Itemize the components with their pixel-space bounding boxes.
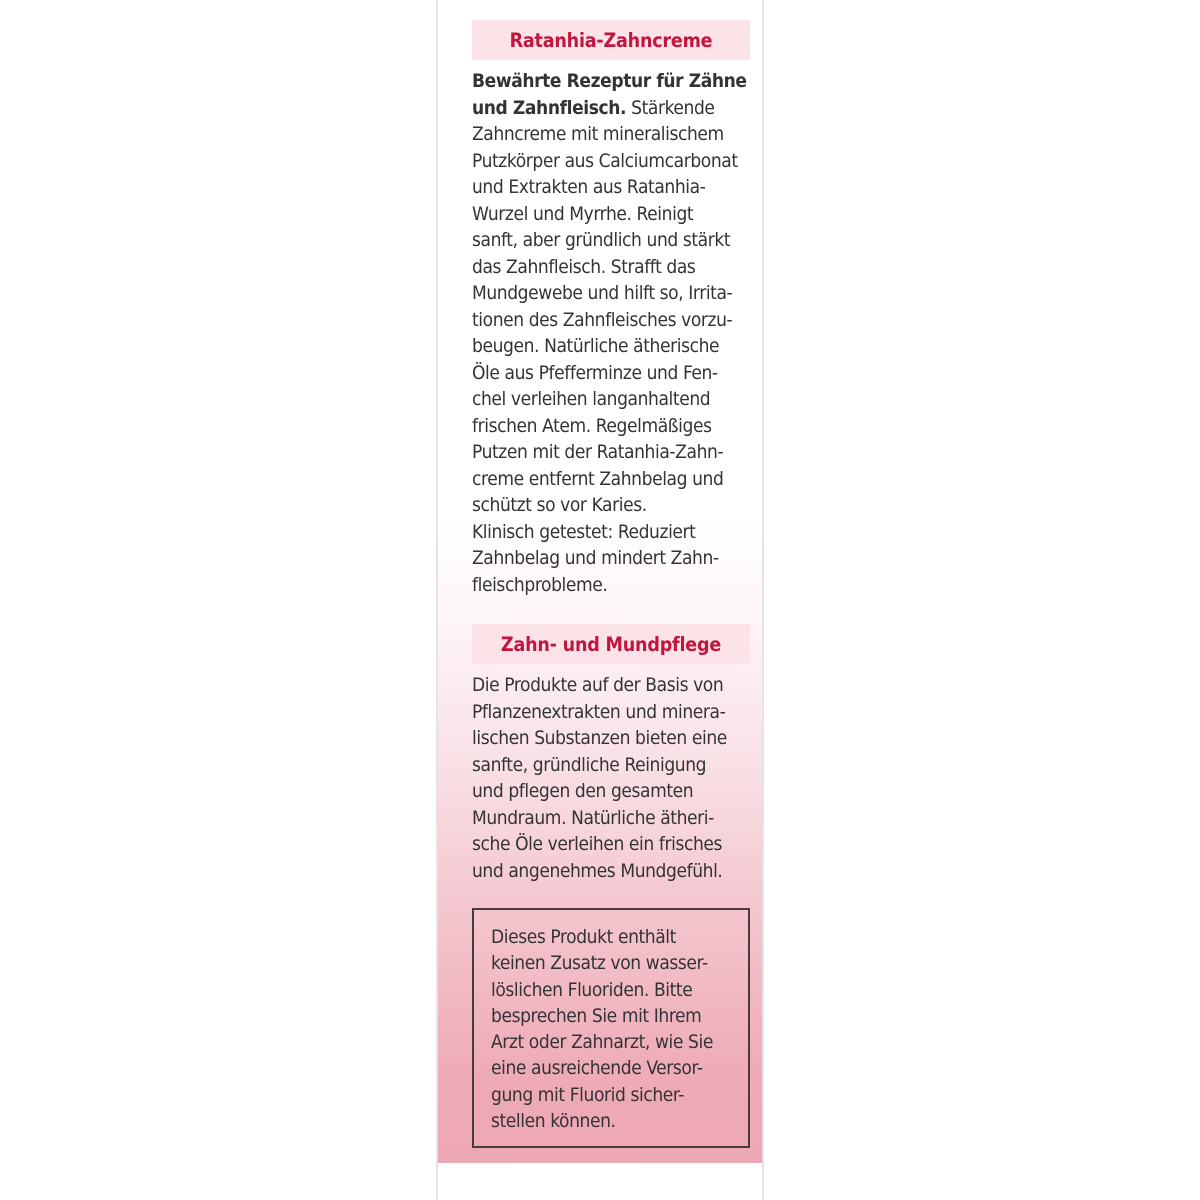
description-line: Bewährte Rezeptur für Zähne [472,70,747,92]
description-line [472,95,756,122]
description-line: Wurzel und Myrrhe. Reinigt [472,202,694,225]
package-bottom-edge [438,1163,762,1200]
notice-line: eine ausreichende Versor- [491,1057,703,1080]
description-line: Klinisch getestet: Reduziert [472,520,696,543]
care-line: Mundraum. Natürliche ätheri- [472,806,714,829]
description-line: Putzkörper aus Calciumcarbonat [472,149,738,172]
care-line: sche Öle verleihen ein frisches [472,833,723,855]
care-line: und angenehmes Mundgefühl. [472,859,723,882]
description-line: frischen Atem. Regelmäßiges [472,414,712,437]
notice-line: stellen können. [491,1110,616,1133]
description-line: tionen des Zahnfleisches vorzu- [472,308,733,331]
description-line: Mundgewebe und hilft so, Irrita- [472,282,733,304]
description-line: sanft, aber gründlich und stärkt [472,229,731,251]
description-line: Öle aus Pfefferminze und Fen- [472,361,718,384]
fluoride-notice-text [491,924,741,1134]
description-line-bold: und Zahnfleisch. [472,96,627,119]
description-line: beugen. Natürliche ätherische [472,335,720,357]
description-line: das Zahnfleisch. Strafft das [472,255,696,278]
description-line: fleischprobleme. [472,573,608,596]
description-line: und Extrakten aus Ratanhia- [472,176,706,198]
care-line: lischen Substanzen bieten eine [472,727,727,749]
notice-line: Arzt oder Zahnarzt, wie Sie [491,1031,713,1054]
section-heading-mundpflege: Zahn- und Mundpflege [472,624,750,664]
description-line: Putzen mit der Ratanhia-Zahn- [472,441,724,463]
description-line: creme entfernt Zahnbelag und [472,467,724,490]
section-heading-ratanhia: Ratanhia-Zahncreme [472,20,750,60]
care-line: und pflegen den gesamten [472,780,694,802]
notice-line: gung mit Fluorid sicher- [491,1083,685,1106]
fluoride-notice-box [472,908,750,1148]
description-line: Zahncreme mit mineralischem [472,123,724,145]
care-line: Pflanzenextrakten und minera- [472,700,726,723]
notice-line: Dieses Produkt enthält [491,926,676,948]
notice-line: löslichen Fluoriden. Bitte [491,978,693,1001]
description-line: Zahnbelag und mindert Zahn- [472,547,719,569]
description-line: chel verleihen langanhaltend [472,388,711,410]
product-description [472,68,756,598]
notice-line: besprechen Sie mit Ihrem [491,1004,702,1027]
package-side-panel [436,0,764,1200]
description-line: schützt so vor Karies. [472,494,647,516]
description-line-tail: Stärkende [626,96,715,119]
care-line: sanfte, gründliche Reinigung [472,753,707,776]
notice-line: keinen Zusatz von wasser- [491,952,708,975]
care-description [472,672,756,884]
care-line: Die Produkte auf der Basis von [472,674,724,696]
